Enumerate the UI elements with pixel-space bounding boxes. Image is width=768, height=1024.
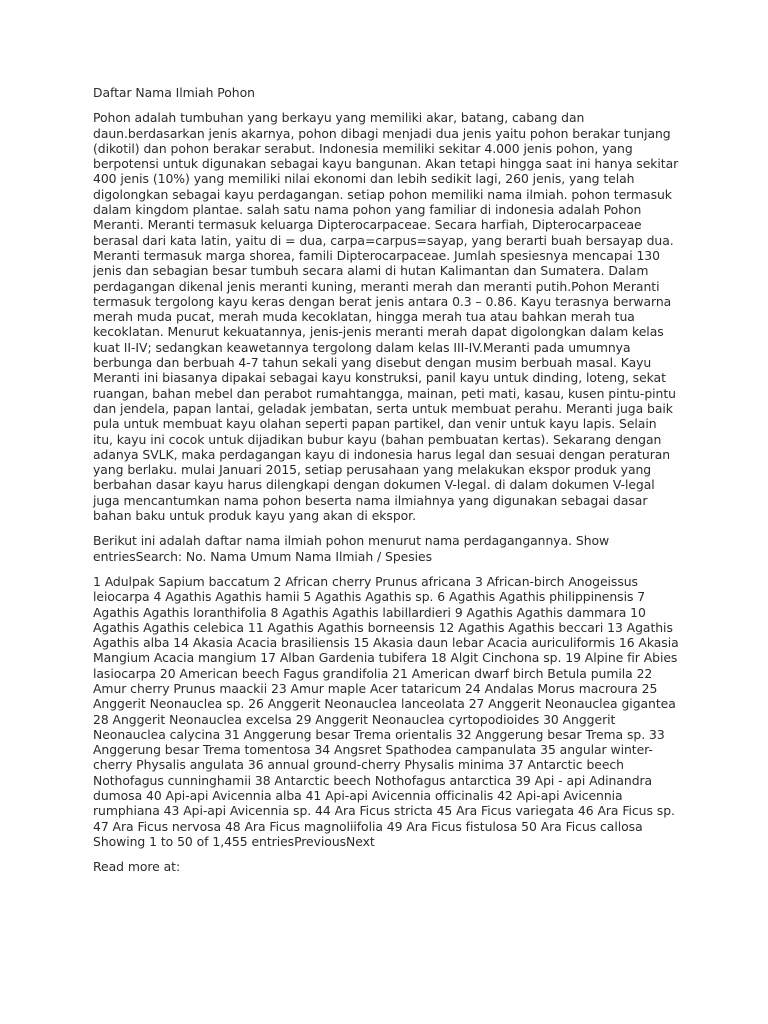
tree-species-list: 1 Adulpak Sapium baccatum 2 African cherry Prunus africana 3 African-birch Anogeissus leiocarpa 4 Agathis Agathis hamii 5 Agathis Agathis sp. 6 Agathis Agathis philippinensis 7 Agathis Agathis loranthifolia 8 Agathis Agathis labillardieri 9 Agathis Agathis dammara 10 Agathis Agathis celebica 11 Agathis Agathis borneensis 12 Agathis Agathis beccari 13 Agathis Agathis alba 14 Akasia Acacia brasiliensis 15 Akasia daun lebar Acacia auriculiformis 16 Akasia Mangium Acacia mangium 17 Alban Gardenia tubifera 18 Algit Cinchona sp. 19 Alpine fir Abies lasiocarpa 20 American beech Fagus grandifolia 21 American dwarf birch Betula pumila 22 Amur cherry Prunus maackii 23 Amur maple Acer tataricum 24 Andalas Morus macroura 25 Anggerit Neonauclea sp. 26 Anggerit Neonauclea lanceolata 27 Anggerit Neonauclea gigantea 28 Anggerit Neonauclea excelsa 29 Anggerit Neonauclea cyrtopodioides 30 Anggerit Neonauclea calycina 31 Anggerung besar Trema orientalis 32 Anggerung besar Trema sp. 33 Anggerung besar Trema tomentosa 34 Angsret Spathodea campanulata 35 angular winter-cherry Physalis angulata 36 annual ground-cherry Physalis minima 37 Antarctic beech Nothofagus cunninghamii 38 Antarctic beech Nothofagus antarctica 39 Api - api Adinandra dumosa 40 Api-api Avicennia alba 41 Api-api Avicennia officinalis 42 Api-api Avicennia rumphiana 43 Api-api Avicennia sp. 44 Ara Ficus stricta 45 Ara Ficus variegata 46 Ara Ficus sp. 47 Ara Ficus nervosa 48 Ara Ficus magnoliifolia 49 Ara Ficus fistulosa 50 Ara Ficus callosa Showing 1 to 50 of 1,455 entriesPreviousNext <box>93 573 679 849</box>
document-title: Daftar Nama Ilmiah Pohon <box>93 85 255 100</box>
read-more-text: Read more at: <box>93 859 181 875</box>
document-page <box>93 85 679 885</box>
list-intro-paragraph: Berikut ini adalah daftar nama ilmiah pohon menurut nama perdagangannya. Show entriesSearch: No. Nama Umum Nama Ilmiah / Spesies <box>93 533 610 564</box>
intro-paragraph: Pohon adalah tumbuhan yang berkayu yang memiliki akar, batang, cabang dan daun.berdasarkan jenis akarnya, pohon dibagi menjadi dua jenis yaitu pohon berakar tunjang (dikotil) dan pohon berakar serabut. Indonesia memiliki sekitar 4.000 jenis pohon, yang berpotensi untuk digunakan sebagai kayu bangunan. Akan tetapi hingga saat ini hanya sekitar 400 jenis (10%) yang memiliki nilai ekonomi dan lebih sedikit lagi, 260 jenis, yang telah digolongkan sebagai kayu perdagangan. setiap pohon memiliki nama ilmiah. pohon termasuk dalam kingdom plantae. salah satu nama pohon yang familiar di indonesia adalah Pohon Meranti. Meranti termasuk keluarga Dipterocarpaceae. Secara harfiah, Dipterocarpaceae berasal dari kata latin, yaitu di = dua, carpa=carpus=sayap, yang berarti buah bersayap dua. Meranti termasuk marga shorea, famili Dipterocarpaceae. Jumlah spesiesnya mencapai 130 jenis dan sebagian besar tumbuh secara alami di hutan Kalimantan dan Sumatera. Dalam perdagangan dikenal jenis meranti kuning, meranti merah dan meranti putih.Pohon Meranti termasuk tergolong kayu keras dengan berat jenis antara 0.3 – 0.86. Kayu terasnya berwarna merah muda pucat, merah muda kecoklatan, hingga merah tua atau bahkan merah tua kecoklatan. Menurut kekuatannya, jenis-jenis meranti merah dapat digolongkan dalam kelas kuat II-IV; sedangkan keawetannya tergolong dalam kelas III-IV.Meranti pada umumnya berbunga dan berbuah 4-7 tahun sekali yang disebut dengan musim berbuah masal. Kayu Meranti ini biasanya dipakai sebagai kayu konstruksi, panil kayu untuk dinding, loteng, sekat ruangan, bahan mebel dan perabot rumahtangga, mainan, peti mati, kasau, kusen pintu-pintu dan jendela, papan lantai, geladak jembatan, serta untuk membuat perahu. Meranti juga baik pula untuk membuat kayu olahan seperti papan partikel, dan venir untuk kayu lapis. Selain itu, kayu ini cocok untuk dijadikan bubur kayu (bahan pembuatan kertas). Sekarang dengan adanya SVLK, maka perdagangan kayu di indonesia harus legal dan sesuai dengan peraturan yang berlaku. mulai Januari 2015, setiap perusahaan yang melakukan ekspor produk yang berbahan dasar kayu harus dilengkapi dengan dokumen V-legal. di dalam dokumen V-legal juga mencantumkan nama pohon beserta nama ilmiahnya yang digunakan sebagai dasar bahan baku untuk produk kayu yang akan di ekspor. <box>93 110 679 524</box>
